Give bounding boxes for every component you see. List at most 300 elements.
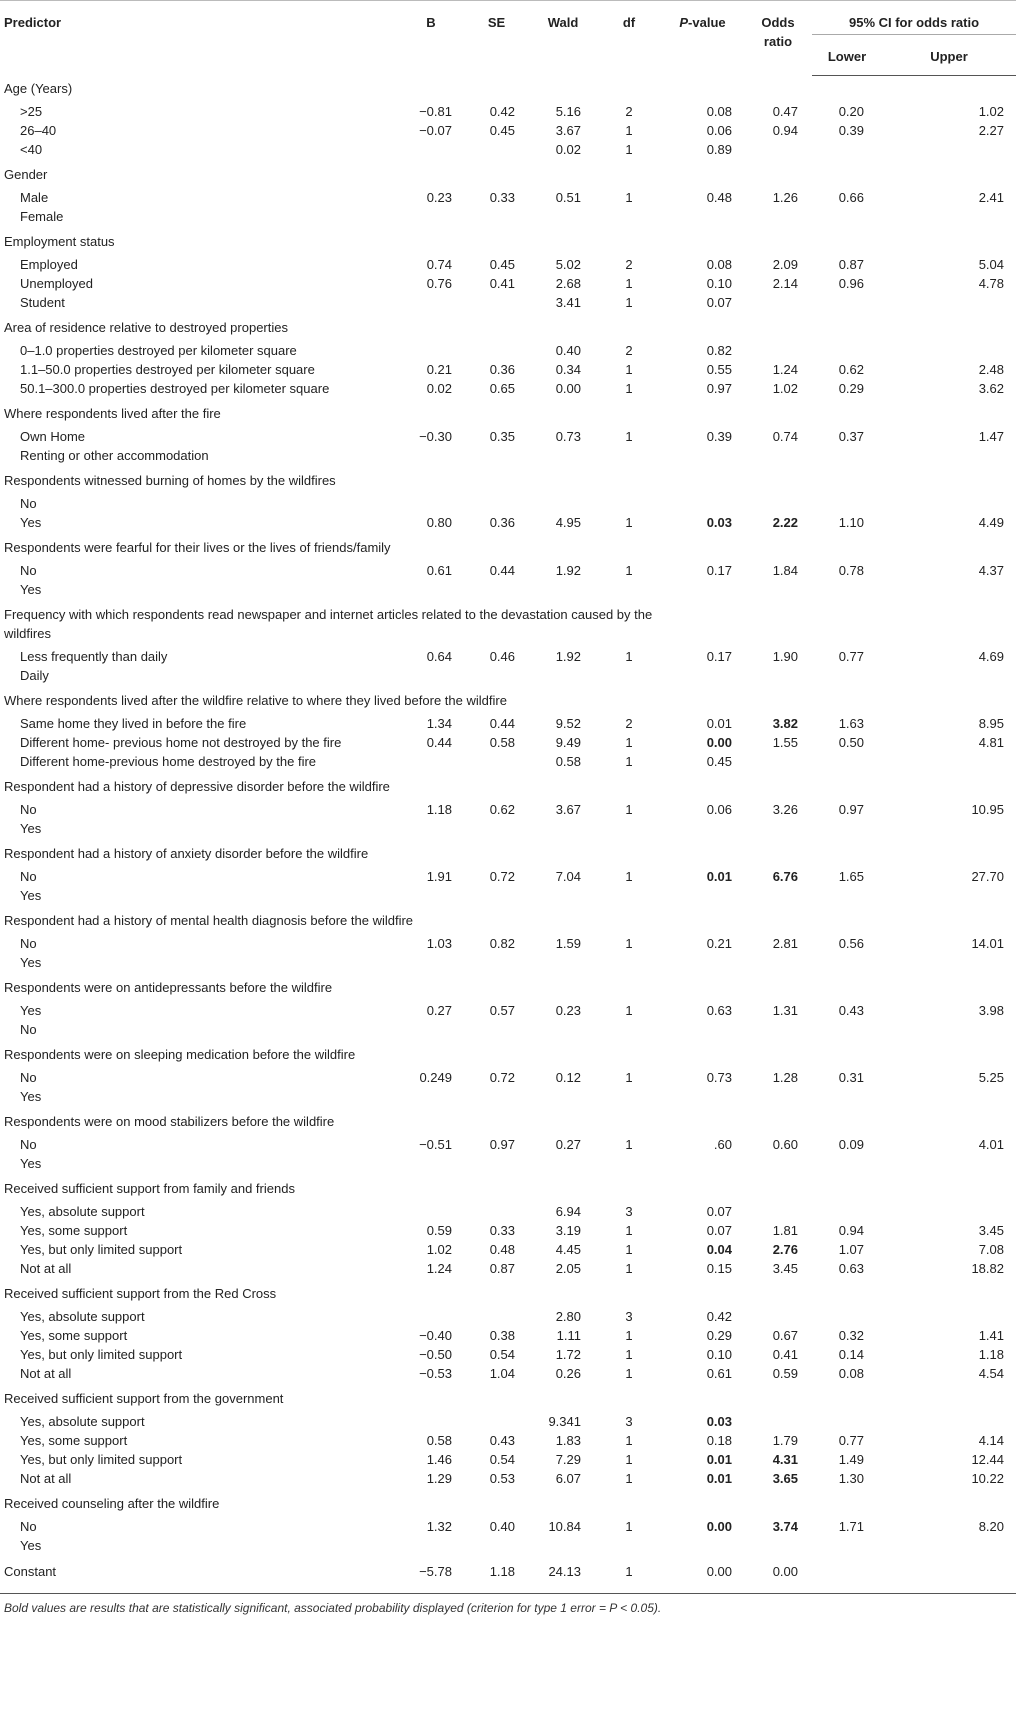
group-header-filler [661,1042,1016,1068]
ci-lower-cell: 1.30 [838,1470,864,1486]
odds-ratio-cell: 3.45 [772,1260,798,1276]
ci-upper-cell: 1.41 [978,1327,1004,1343]
se-cell [464,1536,529,1558]
table-row [0,714,1016,733]
b-cell [398,140,464,162]
table-row [0,1326,1016,1345]
odds-ratio-cell [744,819,812,841]
table-row [0,953,1016,975]
row-label: Yes, some support [20,1327,128,1343]
df-cell: 1 [625,361,633,377]
se-cell: 0.42 [489,103,515,119]
b-cell [398,341,464,360]
group-title: Respondents were on antidepressants before the wildfire [4,979,333,995]
odds-ratio-cell: 1.02 [772,380,798,396]
p-value-cell: 0.04 [706,1241,732,1257]
odds-ratio-cell: 6.76 [772,868,798,884]
table-row [0,666,1016,688]
table-row [0,494,1016,513]
group-title: Respondents were on mood stabilizers before the wildfire [4,1113,335,1129]
se-cell [464,1087,529,1109]
wald-cell [529,207,597,229]
header-p-value [661,1,744,76]
ci-lower-cell: 0.43 [838,1002,864,1018]
wald-cell: 2.68 [555,275,581,291]
group-header-row [0,315,1016,341]
wald-cell: 0.51 [555,189,581,205]
row-label: Yes, some support [20,1222,128,1238]
ci-upper-cell: 3.62 [978,380,1004,396]
p-value-cell: 0.45 [706,753,732,769]
b-cell: −0.50 [419,1346,452,1362]
p-value-cell [661,666,744,688]
ci-upper-cell [882,1307,1016,1326]
df-cell [597,1087,661,1109]
group-title: Respondent had a history of depressive disorder before the wildfire [4,778,390,794]
row-label: Yes, but only limited support [20,1346,183,1362]
group-header-filler [661,1176,1016,1202]
row-label: No [20,1136,37,1152]
group-title: Area of residence relative to destroyed properties [4,319,288,335]
ci-upper-cell [882,666,1016,688]
p-value-cell: 0.07 [706,1203,732,1219]
constant-odds-ratio-cell: 0.00 [772,1563,798,1579]
wald-cell: 9.49 [555,734,581,750]
table-row [0,360,1016,379]
row-label: Not at all [20,1365,72,1381]
se-cell [464,666,529,688]
df-cell: 1 [625,122,633,138]
se-cell: 0.58 [489,734,515,750]
odds-ratio-cell: 2.09 [772,256,798,272]
se-cell: 0.72 [489,868,515,884]
odds-ratio-cell [744,580,812,602]
se-cell: 0.53 [489,1470,515,1486]
b-cell: 0.44 [426,734,452,750]
group-header-row [0,535,1016,561]
wald-cell: 1.92 [555,648,581,664]
ci-lower-cell [812,1536,882,1558]
wald-cell: 9.52 [555,715,581,731]
b-cell [398,1202,464,1221]
ci-upper-cell: 4.37 [978,562,1004,578]
odds-ratio-cell [744,886,812,908]
odds-ratio-cell: 1.90 [772,648,798,664]
odds-ratio-cell [744,1087,812,1109]
df-cell [597,953,661,975]
table-row [0,580,1016,602]
se-cell [464,1307,529,1326]
se-cell [464,1412,529,1431]
ci-upper-cell [882,446,1016,468]
b-cell: 0.249 [419,1069,452,1085]
row-label: Not at all [20,1260,72,1276]
odds-ratio-cell [744,1020,812,1042]
row-label: 0–1.0 properties destroyed per kilometer square [20,342,297,358]
se-cell [464,341,529,360]
group-header-filler [661,162,1016,188]
b-cell: 0.61 [426,562,452,578]
odds-ratio-cell: 1.79 [772,1432,798,1448]
p-value-cell [661,1087,744,1109]
ci-lower-cell [812,207,882,229]
ci-lower-cell [812,953,882,975]
p-value-cell: 0.97 [706,380,732,396]
ci-upper-cell: 2.41 [978,189,1004,205]
b-cell [398,1307,464,1326]
wald-cell: 5.16 [555,103,581,119]
header-b: B [426,15,436,30]
ci-lower-cell [812,1020,882,1042]
odds-ratio-cell [744,140,812,162]
b-cell [398,1087,464,1109]
df-cell: 1 [625,734,633,750]
wald-cell: 6.07 [555,1470,581,1486]
p-value-cell: 0.03 [706,514,732,530]
b-cell [398,580,464,602]
row-label: Yes [20,1155,42,1171]
p-value-cell: 0.00 [706,1518,732,1534]
wald-cell: 0.00 [555,380,581,396]
odds-ratio-cell: 0.94 [772,122,798,138]
se-cell [464,752,529,774]
row-label: No [20,495,37,511]
group-header-row [0,975,1016,1001]
row-label: Employed [20,256,78,272]
table-row [0,934,1016,953]
b-cell: 0.02 [426,380,452,396]
df-cell: 2 [625,103,633,119]
ci-lower-cell: 0.56 [838,935,864,951]
se-cell: 0.62 [489,801,515,817]
df-cell [597,1020,661,1042]
df-cell: 1 [625,1327,633,1343]
ci-upper-cell [882,1536,1016,1558]
group-header-filler [661,468,1016,494]
ci-lower-cell: 0.50 [838,734,864,750]
wald-cell: 1.72 [555,1346,581,1362]
p-value-cell [661,494,744,513]
ci-upper-cell: 4.81 [978,734,1004,750]
ci-upper-cell [882,341,1016,360]
ci-lower-cell: 1.10 [838,514,864,530]
ci-upper-cell: 12.44 [971,1451,1004,1467]
ci-upper-cell: 1.02 [978,103,1004,119]
ci-upper-cell: 10.22 [971,1470,1004,1486]
se-cell: 0.33 [489,1222,515,1238]
p-value-cell: 0.73 [706,1069,732,1085]
ci-upper-cell [882,580,1016,602]
header-df: df [622,15,636,30]
odds-ratio-cell: 3.82 [772,715,798,731]
table-row [0,379,1016,401]
se-cell: 0.54 [489,1346,515,1362]
ci-upper-cell: 18.82 [971,1260,1004,1276]
se-cell: 0.57 [489,1002,515,1018]
wald-cell [529,819,597,841]
ci-upper-cell [882,140,1016,162]
df-cell: 1 [625,1002,633,1018]
b-cell: 0.59 [426,1222,452,1238]
group-header-filler [661,315,1016,341]
se-cell [464,140,529,162]
se-cell [464,886,529,908]
row-label: Yes [20,1537,42,1553]
group-header-row [0,1281,1016,1307]
se-cell: 0.97 [489,1136,515,1152]
row-label: Yes, absolute support [20,1203,145,1219]
ci-upper-cell: 4.01 [978,1136,1004,1152]
wald-cell: 1.11 [556,1327,581,1343]
df-cell: 1 [625,1365,633,1381]
constant-b-cell: −5.78 [419,1563,452,1579]
header-predictor: Predictor [4,15,62,30]
row-label: Yes, absolute support [20,1413,145,1429]
group-title: Received sufficient support from the Red Cross [4,1285,277,1301]
group-header-filler [661,1281,1016,1307]
se-cell: 0.36 [489,514,515,530]
df-cell [597,207,661,229]
b-cell: −0.30 [419,428,452,444]
row-label: Yes [20,954,42,970]
p-value-cell: 0.00 [706,734,732,750]
p-value-cell: 0.63 [706,1002,732,1018]
p-value-cell: 0.07 [706,1222,732,1238]
group-header-filler [661,841,1016,867]
p-value-cell: 0.42 [706,1308,732,1324]
wald-cell: 6.94 [555,1203,581,1219]
p-value-cell [661,446,744,468]
b-cell [398,293,464,315]
ci-lower-cell: 0.63 [838,1260,864,1276]
ci-upper-cell [882,494,1016,513]
se-cell: 0.72 [489,1069,515,1085]
p-value-cell: 0.39 [706,428,732,444]
group-header-row [0,602,1016,647]
table-row [0,427,1016,446]
table-row [0,752,1016,774]
ci-upper-cell: 4.14 [978,1432,1004,1448]
group-title: Respondents witnessed burning of homes by the wildfires [4,472,336,488]
df-cell: 1 [625,648,633,664]
wald-cell: 7.29 [555,1451,581,1467]
df-cell [597,446,661,468]
row-label: <40 [20,141,43,157]
table-row [0,255,1016,274]
df-cell: 1 [625,1470,633,1486]
table-row [0,1469,1016,1491]
table-row [0,207,1016,229]
b-cell [398,1412,464,1431]
ci-lower-cell: 0.14 [838,1346,864,1362]
df-cell: 1 [625,1241,633,1257]
ci-lower-cell [812,293,882,315]
df-cell: 1 [625,141,633,157]
se-cell: 0.44 [489,715,515,731]
df-cell: 1 [625,1222,633,1238]
se-cell [464,953,529,975]
b-cell: 1.34 [426,715,452,731]
b-cell: 1.32 [426,1518,452,1534]
group-title: Respondents were fearful for their lives or the lives of friends/family [4,539,391,555]
group-header-filler [661,1491,1016,1517]
df-cell: 1 [625,935,633,951]
row-label: No [20,1518,37,1534]
row-label: 1.1–50.0 properties destroyed per kilometer square [20,361,315,377]
ci-upper-cell: 4.49 [978,514,1004,530]
ci-lower-cell: 1.63 [838,715,864,731]
se-cell: 0.35 [489,428,515,444]
group-header-row [0,1042,1016,1068]
b-cell [398,886,464,908]
b-cell: 1.91 [426,868,452,884]
se-cell: 0.38 [489,1327,515,1343]
ci-lower-cell: 0.94 [838,1222,864,1238]
ci-lower-cell [812,1202,882,1221]
ci-lower-cell [812,1087,882,1109]
wald-cell: 10.84 [548,1518,581,1534]
table-row [0,1135,1016,1154]
table-row [0,1221,1016,1240]
se-cell: 0.46 [489,648,515,664]
p-value-cell: 0.55 [706,361,732,377]
ci-lower-cell [812,752,882,774]
p-value-cell [661,580,744,602]
table-row [0,1259,1016,1281]
group-header-filler [661,535,1016,561]
row-label: Female [20,208,64,224]
se-cell: 0.43 [489,1432,515,1448]
p-value-cell: 0.08 [706,103,732,119]
ci-upper-cell: 7.08 [978,1241,1004,1257]
ci-upper-cell: 4.78 [978,275,1004,291]
header-p-italic: P [679,15,689,30]
ci-upper-cell: 1.18 [978,1346,1004,1362]
odds-ratio-cell: 3.26 [772,801,798,817]
odds-ratio-cell: 2.14 [772,275,798,291]
ci-lower-cell [812,580,882,602]
wald-cell [529,446,597,468]
constant-ci-upper-cell [882,1558,1016,1594]
row-label: Yes [20,1002,42,1018]
ci-upper-cell: 5.04 [978,256,1004,272]
group-title: Respondents were on sleeping medication before the wildfire [4,1046,356,1062]
b-cell: 0.23 [426,189,452,205]
ci-lower-cell [812,1154,882,1176]
ci-upper-cell: 2.27 [978,122,1004,138]
constant-se-cell: 1.18 [489,1563,515,1579]
b-cell: −0.51 [419,1136,452,1152]
p-value-cell: 0.01 [706,715,732,731]
row-label: Renting or other accommodation [20,447,209,463]
ci-lower-cell [812,1307,882,1326]
wald-cell: 2.80 [555,1308,581,1324]
odds-ratio-cell [744,341,812,360]
df-cell [597,1536,661,1558]
odds-ratio-cell [744,752,812,774]
odds-ratio-cell: 3.65 [772,1470,798,1486]
ci-upper-cell: 5.25 [978,1069,1004,1085]
odds-ratio-cell [744,666,812,688]
group-header-filler [661,1386,1016,1412]
header-ci: 95% CI for odds ratio [812,1,1016,35]
row-label: >25 [20,103,43,119]
ci-upper-cell [882,207,1016,229]
odds-ratio-cell [744,293,812,315]
p-value-cell [661,886,744,908]
header-upper: Upper [882,35,1016,76]
b-cell: 1.18 [426,801,452,817]
ci-upper-cell: 3.98 [978,1002,1004,1018]
row-label: Yes, but only limited support [20,1241,183,1257]
b-cell: 0.27 [426,1002,452,1018]
p-value-cell: 0.10 [706,275,732,291]
table-row [0,1307,1016,1326]
b-cell: −0.07 [419,122,452,138]
ci-upper-cell: 3.45 [978,1222,1004,1238]
df-cell: 1 [625,189,633,205]
df-cell: 1 [625,753,633,769]
b-cell: 0.76 [426,275,452,291]
se-cell [464,293,529,315]
table-header [0,1,1016,76]
wald-cell: 2.05 [555,1260,581,1276]
ci-upper-cell [882,953,1016,975]
odds-ratio-cell: 0.41 [772,1346,798,1362]
ci-lower-cell: 0.62 [838,361,864,377]
group-header-row [0,401,1016,427]
row-label: Same home they lived in before the fire [20,715,247,731]
df-cell: 1 [625,801,633,817]
wald-cell: 3.41 [555,294,581,310]
df-cell: 1 [625,1260,633,1276]
wald-cell [529,886,597,908]
constant-p-value-cell: 0.00 [706,1563,732,1579]
wald-cell: 0.27 [555,1136,581,1152]
wald-cell: 0.40 [555,342,581,358]
header-se: SE [487,15,506,30]
row-label: Yes, absolute support [20,1308,145,1324]
table-row [0,819,1016,841]
row-label: No [20,935,37,951]
odds-ratio-cell [744,207,812,229]
ci-lower-cell [812,446,882,468]
odds-ratio-cell: 1.26 [772,189,798,205]
constant-label: Constant [4,1563,57,1579]
header-lower: Lower [812,35,882,76]
se-cell [464,580,529,602]
group-header-filler [661,229,1016,255]
odds-ratio-cell: 0.67 [772,1327,798,1343]
table-row [0,1517,1016,1536]
ci-upper-cell: 10.95 [971,801,1004,817]
row-label: Student [20,294,65,310]
df-cell [597,1154,661,1176]
b-cell [398,446,464,468]
row-label: Less frequently than daily [20,648,168,664]
row-label: Male [20,189,49,205]
wald-cell [529,494,597,513]
group-header-row [0,162,1016,188]
ci-upper-cell [882,1154,1016,1176]
odds-ratio-cell [744,1154,812,1176]
odds-ratio-cell [744,1202,812,1221]
wald-cell: 0.26 [555,1365,581,1381]
ci-lower-cell [812,494,882,513]
header-p-rest: -value [688,15,726,30]
p-value-cell: 0.89 [706,141,732,157]
wald-cell: 7.04 [555,868,581,884]
